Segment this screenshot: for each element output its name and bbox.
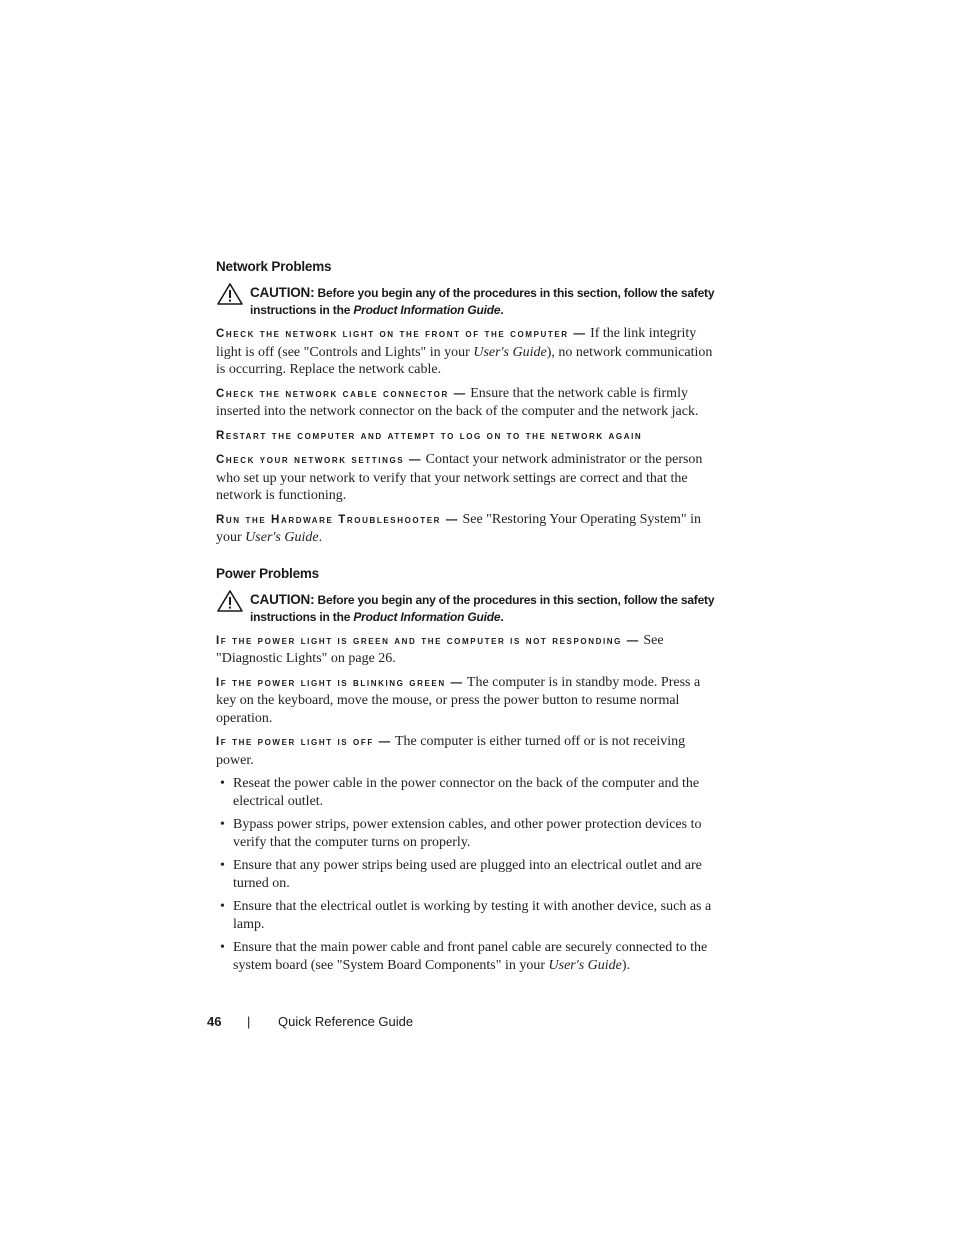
caution-label: CAUTION: bbox=[250, 285, 315, 300]
item-lead: If the power light is green and the computer is not responding — bbox=[216, 634, 640, 647]
bullet-icon: • bbox=[220, 776, 225, 791]
page-content bbox=[216, 258, 716, 980]
caution-triangle-icon bbox=[216, 282, 244, 306]
power-caution: CAUTION: Before you begin any of the procedures in this section, follow the safety instructions in the Product Information Guide. bbox=[216, 591, 716, 626]
item-lead: Check the network light on the front of the computer — bbox=[216, 328, 587, 340]
power-item: If the power light is green and the computer is not responding — See "Diagnostic Lights" on page 26. bbox=[216, 632, 664, 666]
caution-text: Before you begin any of the procedures in this section, follow the safety instructions in the bbox=[250, 286, 715, 317]
footer-separator: | bbox=[247, 1014, 251, 1029]
caution-guide-title: Product Information Guide bbox=[353, 303, 501, 317]
bullet-icon: • bbox=[220, 899, 225, 914]
network-item: Check your network settings — Contact your network administrator or the person who set up your network to verify that your network settings are correct and that the network is functioning. bbox=[216, 452, 703, 503]
list-item: • Ensure that the main power cable and front panel cable are securely connected to the system board (see "System Board Components" in your User's Guide). bbox=[220, 940, 708, 973]
network-caution: CAUTION: Before you begin any of the procedures in this section, follow the safety instructions in the Product Information Guide. bbox=[216, 284, 716, 319]
power-problems-heading: Power Problems bbox=[216, 565, 319, 581]
footer-title: Quick Reference Guide bbox=[278, 1014, 414, 1029]
list-item: • Ensure that the electrical outlet is working by testing it with another device, such as a lamp. bbox=[220, 899, 712, 932]
list-item: • Reseat the power cable in the power connector on the back of the computer and the electrical outlet. bbox=[220, 776, 700, 809]
caution-triangle-icon bbox=[216, 589, 244, 613]
list-item: • Bypass power strips, power extension cables, and other power protection devices to verify that the computer turns on properly. bbox=[220, 817, 702, 850]
bullet-icon: • bbox=[220, 817, 225, 832]
item-lead: If the power light is blinking green — bbox=[216, 676, 464, 689]
caution-guide-title: Product Information Guide bbox=[353, 609, 501, 624]
item-lead: If the power light is off — bbox=[216, 736, 392, 748]
network-problems-heading: Network Problems bbox=[216, 259, 332, 274]
page-number: 46 bbox=[207, 1014, 222, 1029]
network-item: Run the Hardware Troubleshooter — See "Restoring Your Operating System" in your User's Guide. bbox=[216, 511, 701, 545]
list-item: • Ensure that any power strips being used are plugged into an electrical outlet and are turned on. bbox=[220, 858, 702, 891]
caution-text: Before you begin any of the procedures in this section, follow the safety instructions in the bbox=[250, 592, 715, 624]
bullet-icon: • bbox=[220, 940, 225, 955]
network-item bbox=[216, 427, 716, 446]
power-item: If the power light is off — The computer is either turned off or is not receiving power. bbox=[216, 734, 686, 768]
caution-label: CAUTION: bbox=[250, 591, 315, 607]
bullet-icon: • bbox=[220, 858, 225, 873]
power-item: If the power light is blinking green — The computer is in standby mode. Press a key on the keyboard, move the mouse, or press the power button to resume normal operation. bbox=[216, 674, 701, 726]
item-lead: Check your network settings — bbox=[216, 454, 423, 466]
network-item: Check the network cable connector — Ensure that the network cable is firmly inserted into the network connector on the back of the computer and the network jack. bbox=[216, 385, 699, 419]
item-lead: Restart the computer and attempt to log on to the network again bbox=[216, 429, 643, 442]
item-lead: Check the network cable connector — bbox=[216, 387, 467, 400]
power-checklist bbox=[216, 775, 716, 974]
network-item: Check the network light on the front of the computer — If the link integrity light is off (see "Controls and Lights" in your User's Guide), no network communication is occurring. Replace the network cable. bbox=[216, 326, 713, 377]
item-lead: Run the Hardware Troubleshooter — bbox=[216, 513, 459, 526]
